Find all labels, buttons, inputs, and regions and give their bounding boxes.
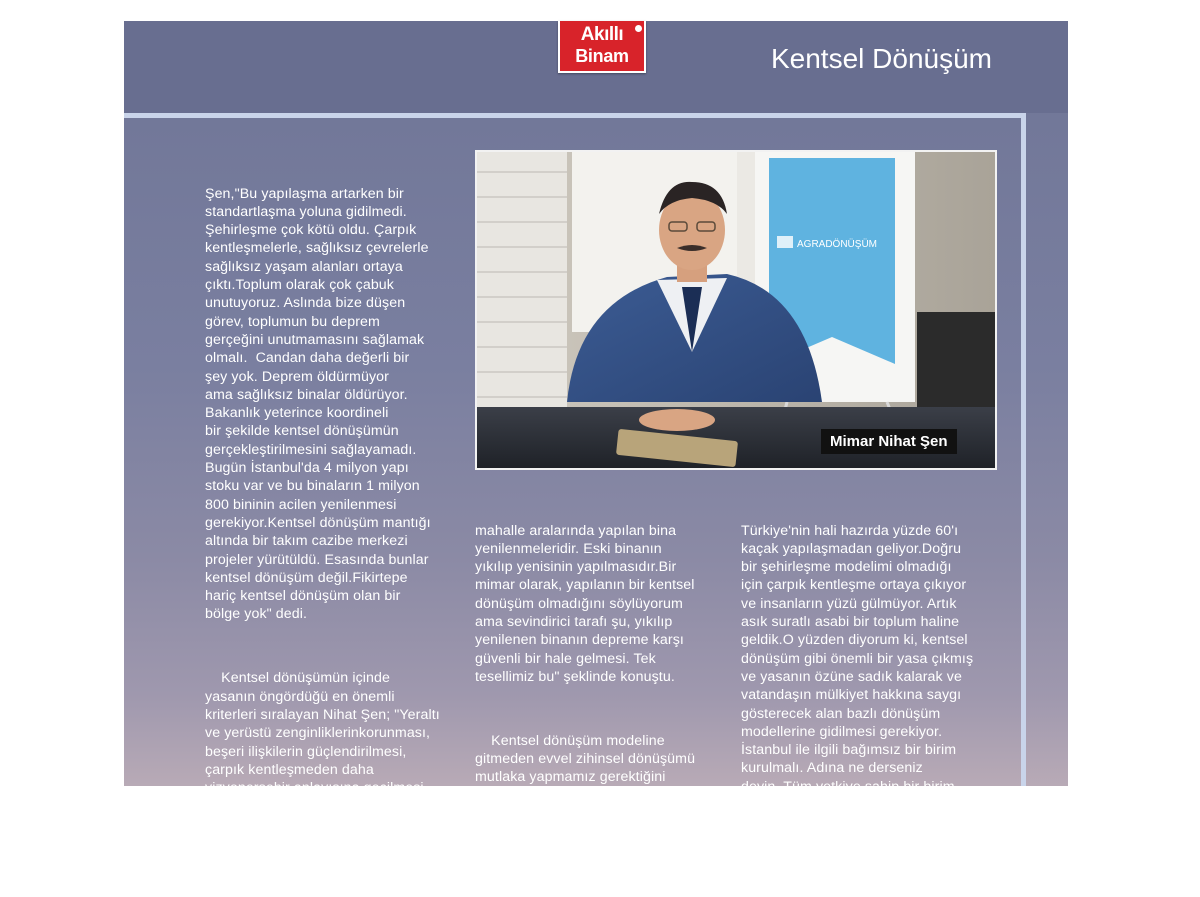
paragraph: Kentsel dönüşüm modeline gitmeden evvel zihinsel dönüşümü mutlaka yapmamız gerektiğini vurgulayan Şen, "Bu zihinsel dönüşümü gerçekleştirmeniz lazım ki, yapısal ve çevresel dönüşümleri de yapabilesiniz. Eğer siz beyninizi [475, 732, 699, 859]
logo-line-1: Akıllı [580, 24, 624, 45]
paragraph: mahalle aralarında yapılan bina yenilenmeleridir. Eski binanın yıkılıp yenisinin yapılmasıdır.Bir mimar olarak, yapılanın bir kentsel dönüşüm olmadığını söylüyorum ama sevindirici tarafı şu, yıkılıp yenilenen binanın depreme karşı güvenli bir hale gelmesi. Tek tesellimiz bu" şeklinde konuştu. [475, 522, 695, 685]
paragraph: Şen,"Bu yapılaşma artarken bir standartlaşma yoluna gidilmedi. Şehirleşme çok kötü oldu. Çarpık kentleşmelerle, sağlıksız çevrelerle sağlıksız yaşam alanları ortaya çıktı.Toplum olarak çok çabuk unutuyoruz. Aslında bize düşen görev, toplumun bu deprem gerçeğini unutmamasını sağlamak olmalı. Candan daha değerli bir şey yok. Deprem öldürmüyor ama sağlıksız binalar öldürüyor. Bakanlık yeterince koordineli bir şekilde kentsel dönüşümün gerçekleştirilmesini sağlayamadı. Bugün İstanbul'da 4 milyon yapı stoku var ve bu binaların 1 milyon 800 bininin acilen yenilenmesi gerekiyor.Kentsel dönüşüm mantığı altında bir takım cazibe merkezi projeler yürütüldü. Esasında bunlar kentsel dönüşüm değil.Fikirtepe hariç kentsel dönüşüm olan bir bölge yok" dedi. [205, 185, 431, 623]
paragraph: Türkiye'nin hali hazırda yüzde 60'ı kaçak yapılaşmadan geliyor.Doğru bir şehirleşme modelimi olmadığı için çarpık kentleşme ortaya çıkıyor ve insanların yüzü gülmüyor. Artık asık suratlı asabi bir toplum haline geldik.O yüzden diyorum ki, kentsel dönüşüm gibi önemli bir yasa çıkmış ve yasanın özüne sadık kalarak ve vatandaşın mülkiyet hakkına saygı gösterecek alan bazlı dönüşüm modellerine gidilmesi gerekiyor. İstanbul ile ilgili bağımsız bir birim kurulmalı. Adına ne derseniz deyin. Tüm yetkiye sahip bir birim oluşturulması şart.Merkez Ankara [741, 522, 974, 814]
interview-photo [475, 150, 997, 470]
article-column-left [205, 148, 440, 889]
paragraph: Kentsel dönüşümün içinde yasanın öngördüğü en önemli kriterleri sıralayan Nihat Şen; "Yeraltı ve yerüstü zenginliklerinkorunması, beşeri ilişkilerin güçlendirilmesi, çarpık kentleşmeden daha vizyonerşehir anlayışına geçilmesi, insan sağlığını ön plana alan projelerin gerçekleştirilmesi, bir türlü oturtulamayan TürkMimari [205, 670, 440, 851]
article-column-right [741, 485, 973, 851]
brand-logo[interactable] [558, 21, 646, 73]
banner-text: AGRADÖNÜŞÜM [797, 239, 878, 250]
logo-line-2: Binam [575, 46, 629, 66]
frame-border-right [1021, 113, 1026, 786]
magazine-page [124, 21, 1068, 859]
photo-illustration [477, 152, 995, 468]
article-column-middle [475, 485, 699, 897]
frame-border-top [124, 113, 1026, 118]
registered-mark-icon [635, 25, 642, 32]
section-title: Kentsel Dönüşüm [770, 43, 992, 74]
photo-caption: Mimar Nihat Şen [821, 429, 957, 454]
